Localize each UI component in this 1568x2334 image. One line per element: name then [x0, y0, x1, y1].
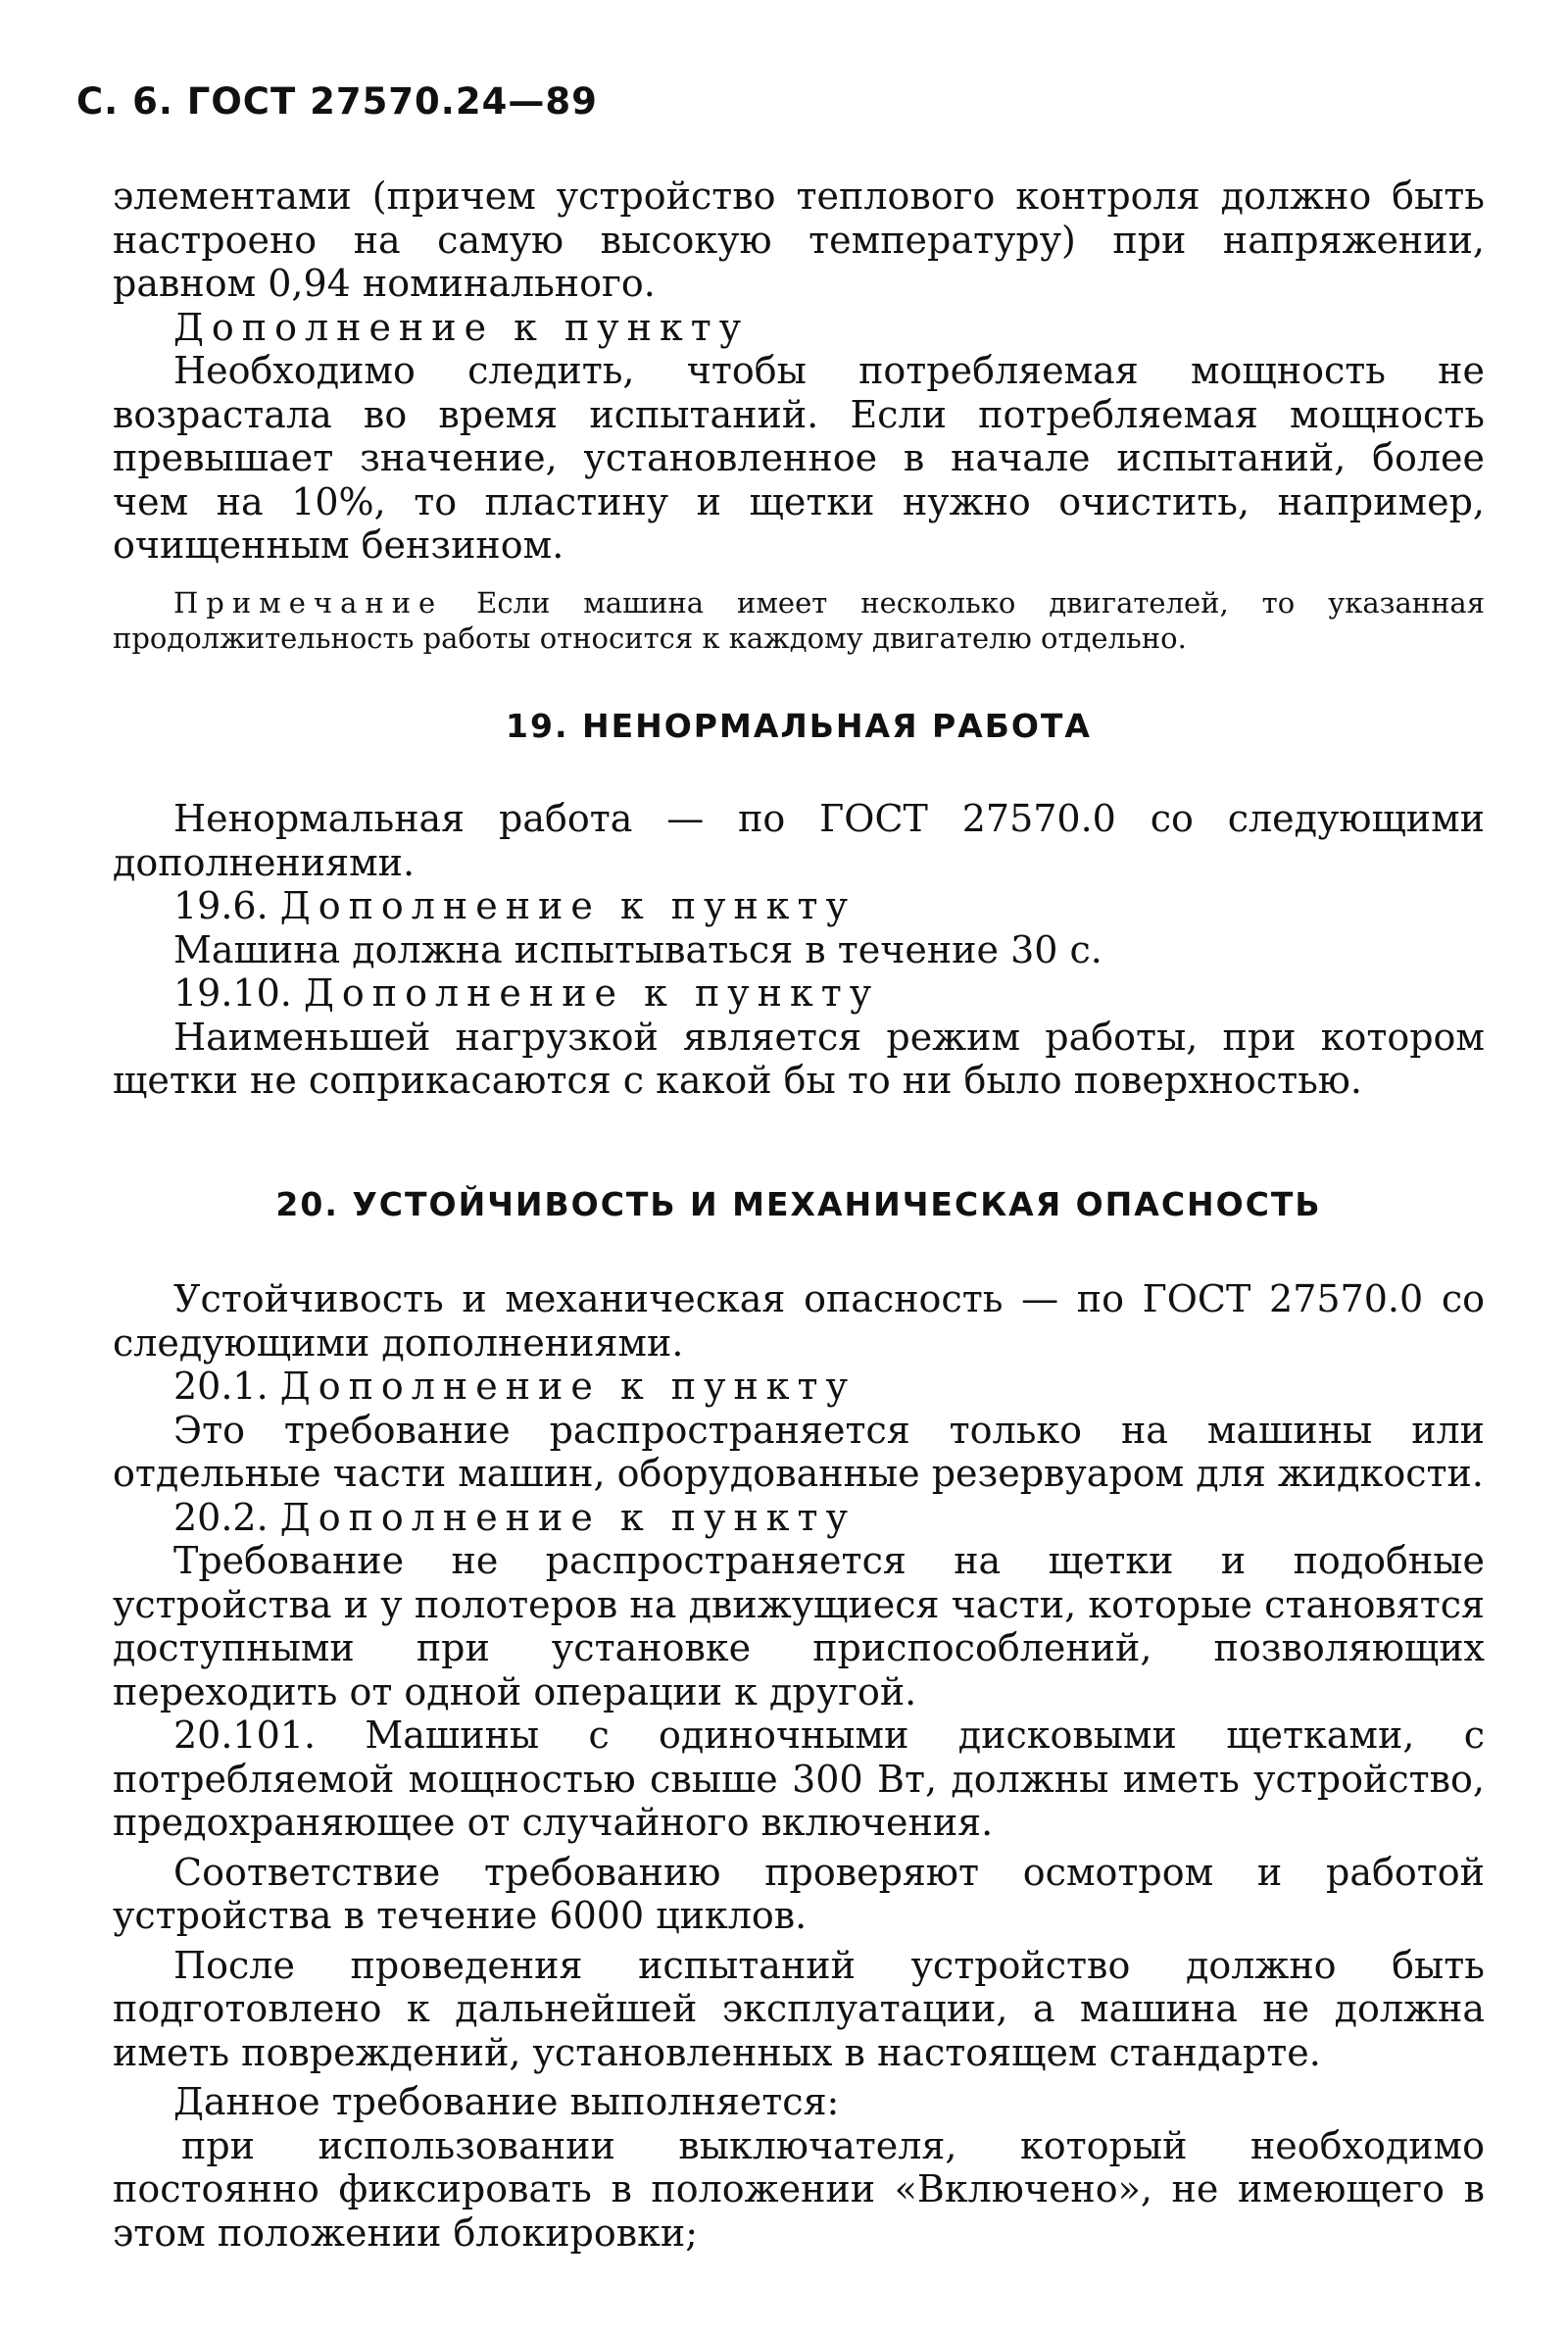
paragraph: при использовании выключателя, который необходимо постоянно фиксировать в положении «Включено», не имеющего в этом положении блокировки; — [113, 2123, 1485, 2255]
note-text: Если машина имеет несколько двигателей, то указанная продолжительность работы относится к каждому двигателю отдельно. — [113, 585, 1485, 655]
paragraph: Необходимо следить, чтобы потребляемая мощность не возрастала во время испытаний. Если потребляемая мощность превышает значение, установленное в начале испытаний, более чем на 10%, то пластину и щетки нужно очистить, например, очищенным бензином. — [113, 349, 1485, 567]
note-label: Примечание — [173, 585, 444, 620]
clause-heading — [113, 971, 1485, 1016]
paragraph: Это требование распространяется только на машины или отдельные части машин, оборудованные резервуаром для жидкости. — [113, 1408, 1485, 1495]
paragraph: Требование не распространяется на щетки и подобные устройства и у полотеров на движущиеся части, которые становятся доступными при установке приспособлений, позволяющих переходить от одной операции к другой. — [113, 1539, 1485, 1713]
paragraph: После проведения испытаний устройство должно быть подготовлено к дальнейшей эксплуатации, а машина не должна иметь повреждений, установленных в настоящем стандарте. — [113, 1943, 1485, 2074]
clause-heading — [113, 1496, 1485, 1540]
section-title-19: 19. НЕНОРМАЛЬНАЯ РАБОТА — [506, 706, 1092, 745]
addition-heading — [113, 306, 1485, 350]
paragraph: Данное требование выполняется: — [173, 2080, 840, 2123]
paragraph: Ненормальная работа — по ГОСТ 27570.0 со следующими дополнениями. — [113, 797, 1485, 884]
clause-heading — [113, 1365, 1485, 1409]
addition-label: Дополнение к пункту — [279, 1495, 856, 1539]
clause-heading — [113, 884, 1485, 928]
section-title-20: 20. УСТОЙЧИВОСТЬ И МЕХАНИЧЕСКАЯ ОПАСНОСТЬ — [275, 1184, 1322, 1223]
clause-number: 19.10. — [173, 971, 292, 1015]
paragraph: Устойчивость и механическая опасность — по ГОСТ 27570.0 со следующими дополнениями. — [113, 1277, 1485, 1365]
paragraph: элементами (причем устройство теплового контроля должно быть настроено на самую высокую температуру) при напряжении, равном 0,94 номинального. — [113, 174, 1485, 305]
clause-number: 20.2. — [173, 1495, 269, 1539]
clause-101 — [113, 1713, 1485, 1845]
paragraph: Наименьшей нагрузкой является режим работы, при котором щетки не соприкасаются с какой бы то ни было поверхностью. — [113, 1015, 1485, 1102]
paragraph: Машина должна испытываться в течение 30 с. — [173, 927, 1102, 971]
addition-label: Дополнение к пункту — [303, 971, 880, 1015]
clause-text: Машины с одиночными дисковыми щетками, с потребляемой мощностью свыше 300 Вт, должны иметь устройство, предохраняющее от случайного включения. — [113, 1713, 1485, 1844]
addition-label: Дополнение к пункту — [173, 305, 750, 349]
document-body — [113, 174, 1485, 2255]
page-header: С. 6. ГОСТ 27570.24—89 — [76, 80, 598, 123]
addition-label: Дополнение к пункту — [279, 1365, 856, 1408]
clause-number: 20.1. — [173, 1365, 269, 1408]
clause-number: 19.6. — [173, 884, 269, 927]
note — [113, 585, 1485, 656]
paragraph: Соответствие требованию проверяют осмотром и работой устройства в течение 6000 циклов. — [113, 1850, 1485, 1937]
clause-number: 20.101. — [173, 1713, 317, 1757]
addition-label: Дополнение к пункту — [279, 884, 856, 927]
